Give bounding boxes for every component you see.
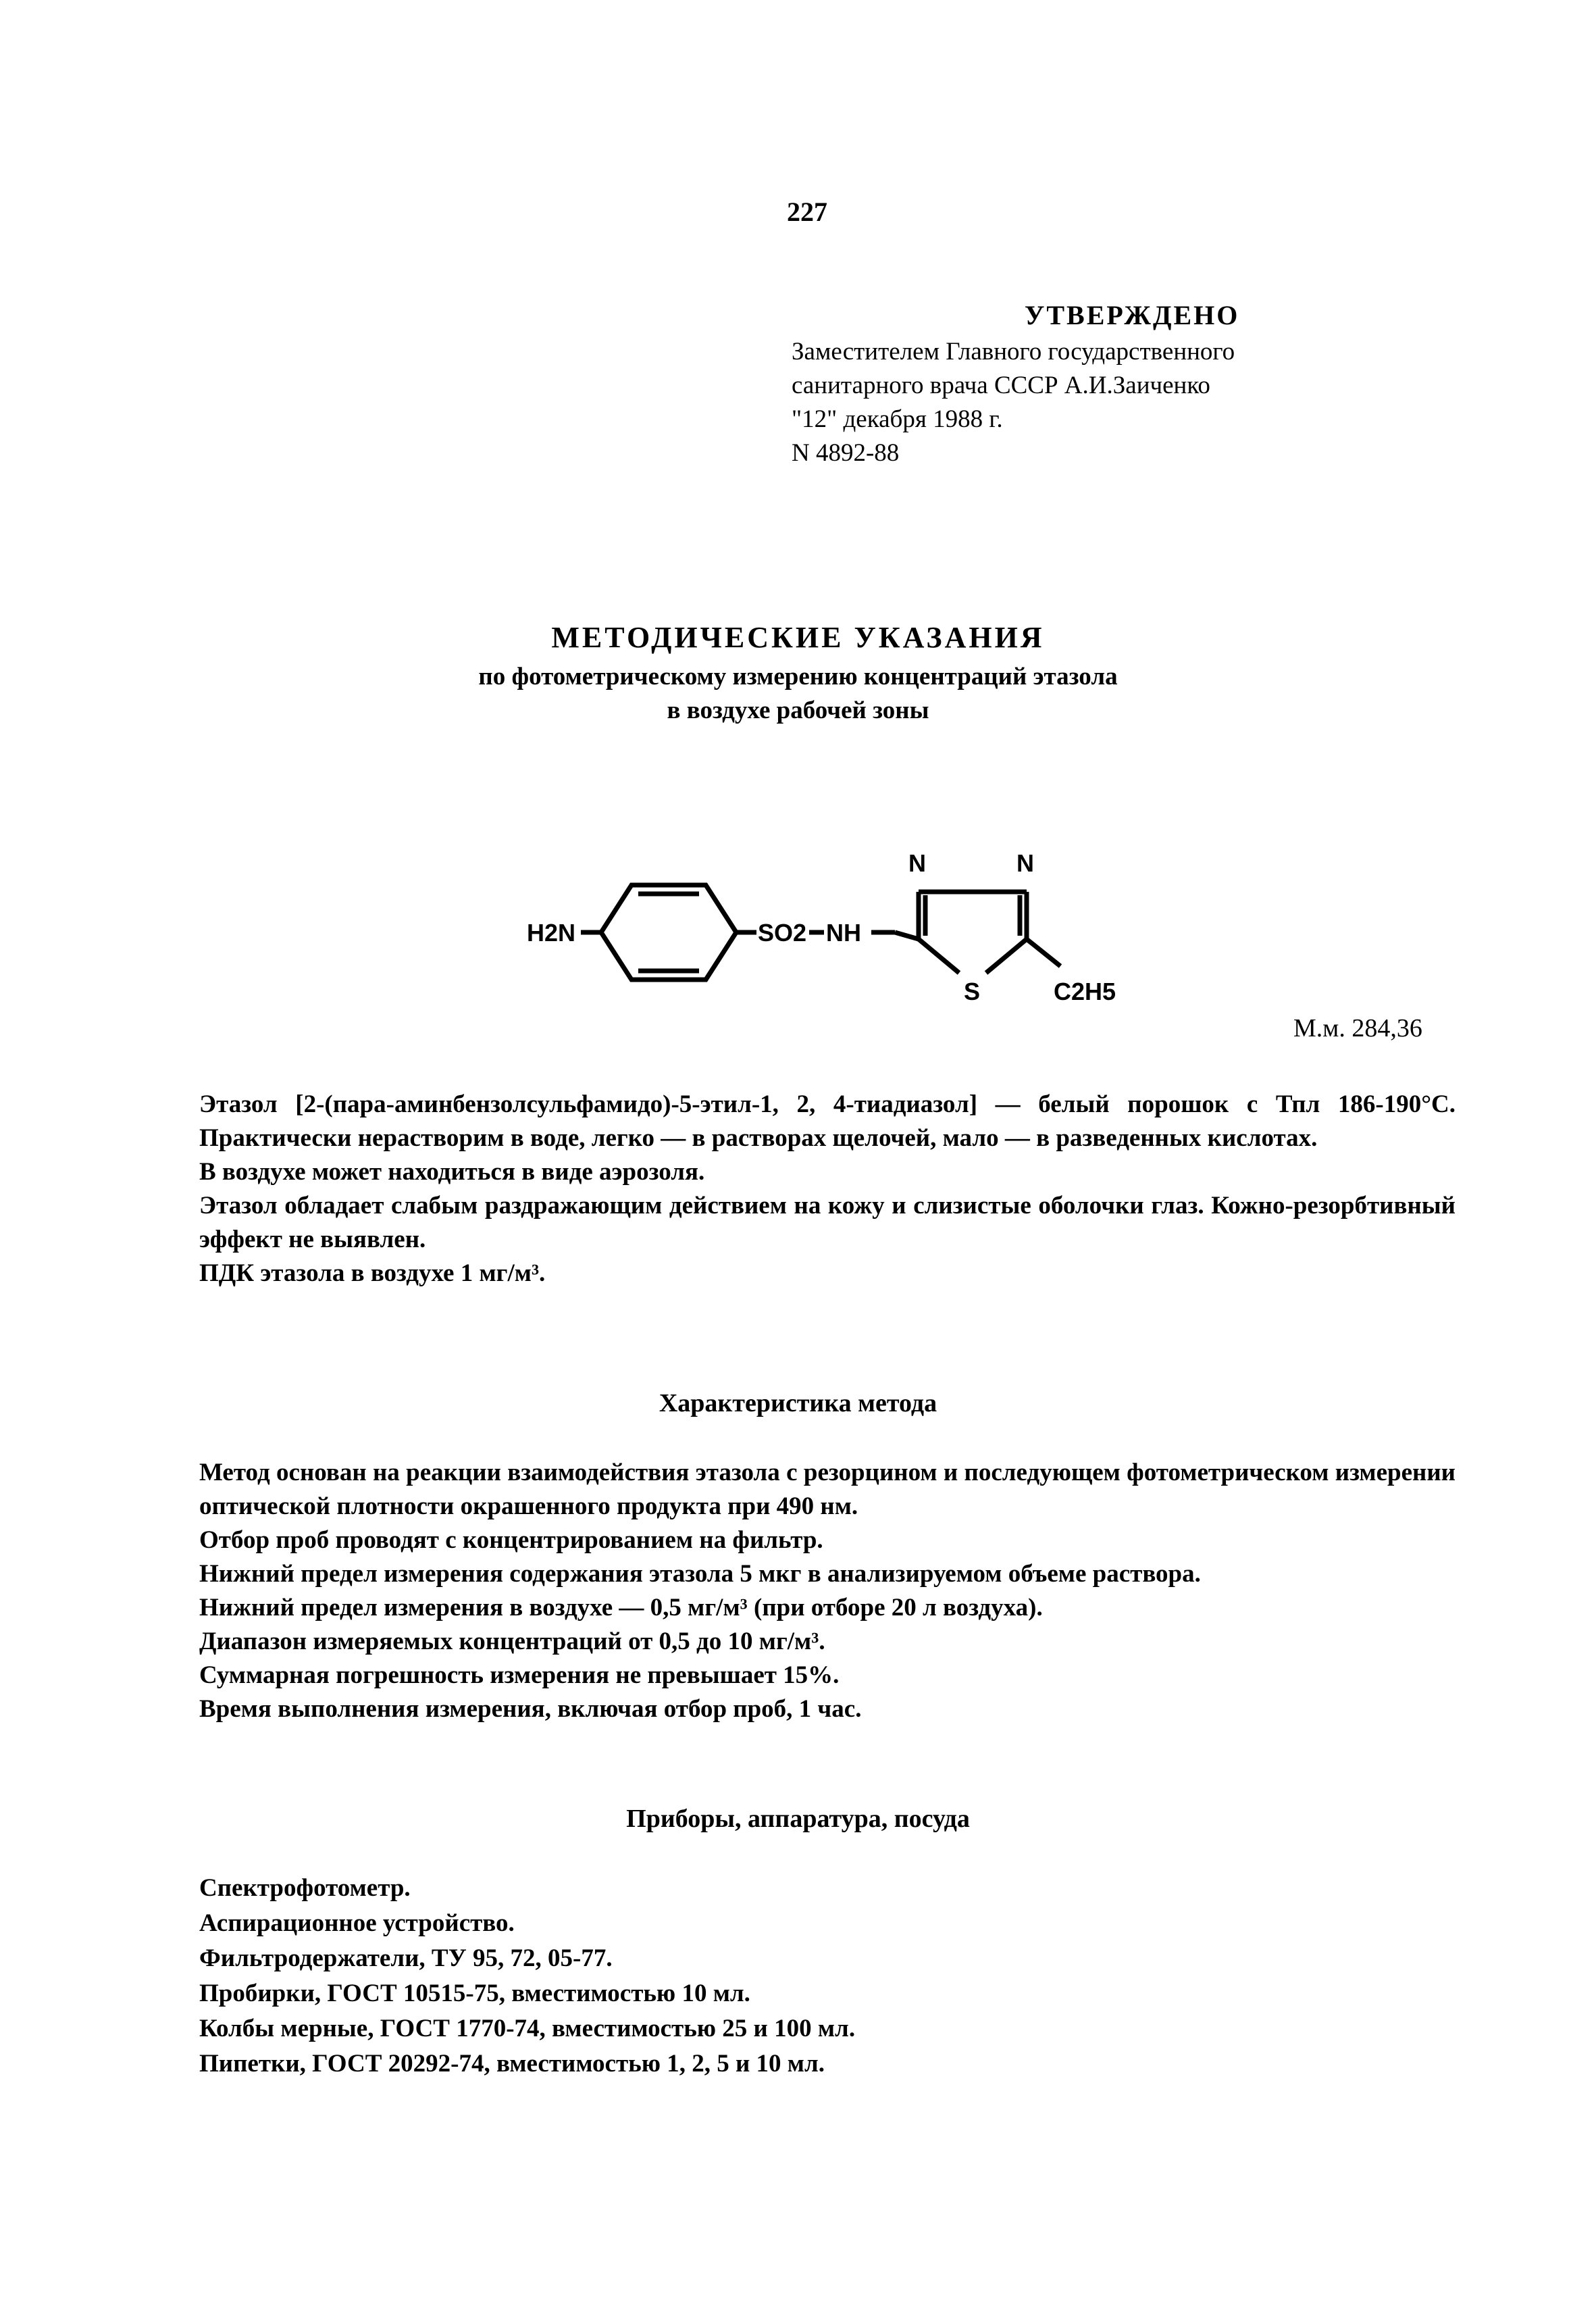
method-heading: Характеристика метода xyxy=(659,1389,937,1417)
approval-block xyxy=(792,299,1467,470)
method-paragraph: Нижний предел измерения содержания этазола 5 мкг в анализируемом объеме раствора. xyxy=(199,1560,1201,1588)
page-number: 227 xyxy=(787,197,827,227)
approval-line: санитарного врача СССР А.И.Заиченко xyxy=(792,372,1210,399)
method-paragraph: Диапазон измеряемых концентраций от 0,5 до 10 мг/м³. xyxy=(199,1628,825,1655)
approval-heading: УТВЕРЖДЕНО xyxy=(1025,300,1240,330)
intro-paragraph: В воздухе может находиться в виде аэрозоля. xyxy=(199,1158,705,1186)
molecular-mass: М.м. 284,36 xyxy=(1293,1014,1422,1042)
approval-line: "12" декабря 1988 г. xyxy=(792,405,1003,433)
equipment-item: Пробирки, ГОСТ 10515-75, вместимостью 10 мл. xyxy=(199,1980,750,2007)
benzene-ring xyxy=(601,885,736,980)
method-paragraph: Метод основан на реакции взаимодействия этазола с резорцином и последующем фотометрическом измерении оптической плотности окрашенного продукта при 490 нм. xyxy=(199,1459,1456,1520)
approval-line: Заместителем Главного государственного xyxy=(792,338,1235,366)
equipment-item: Пипетки, ГОСТ 20292-74, вместимостью 1, 2, 5 и 10 мл. xyxy=(199,2050,825,2078)
method-paragraph: Нижний предел измерения в воздухе — 0,5 мг/м³ (при отборе 20 л воздуха). xyxy=(199,1594,1043,1621)
nh-label: NH xyxy=(826,919,861,947)
equipment-heading: Приборы, аппаратура, посуда xyxy=(626,1805,970,1833)
method-paragraph: Отбор проб проводят с концентрированием на фильтр. xyxy=(199,1526,823,1554)
ethyl-label: C2H5 xyxy=(1054,978,1116,1005)
intro-section xyxy=(199,1088,1456,1290)
nitrogen-label: N xyxy=(1016,849,1034,877)
document-title: МЕТОДИЧЕСКИЕ УКАЗАНИЯ xyxy=(551,621,1045,654)
method-paragraph: Суммарная погрешность измерения не превышает 15%. xyxy=(199,1661,840,1689)
structural-formula xyxy=(486,834,1162,1010)
nitrogen-label: N xyxy=(908,849,926,877)
equipment-item: Спектрофотометр. xyxy=(199,1874,411,1902)
approval-line: N 4892-88 xyxy=(792,439,900,467)
document-subtitle: по фотометрическому измерению концентраций этазола xyxy=(478,663,1118,690)
amine-label: H2N xyxy=(527,919,576,947)
equipment-item: Колбы мерные, ГОСТ 1770-74, вместимостью 25 и 100 мл. xyxy=(199,2015,856,2042)
method-paragraph: Время выполнения измерения, включая отбор проб, 1 час. xyxy=(199,1695,862,1723)
method-section xyxy=(199,1456,1456,1726)
so2-label: SO2 xyxy=(758,919,807,947)
intro-paragraph: ПДК этазола в воздухе 1 мг/м³. xyxy=(199,1259,546,1287)
equipment-item: Аспирационное устройство. xyxy=(199,1909,515,1937)
intro-paragraph: Этазол обладает слабым раздражающим действием на кожу и слизистые оболочки глаз. Кожно-резорбтивный эффект не выявлен. xyxy=(199,1192,1456,1253)
sulfur-label: S xyxy=(964,978,981,1005)
document-title-block xyxy=(0,620,1596,728)
intro-paragraph: Этазол [2-(пара-аминбензолсульфамидо)-5-этил-1, 2, 4-тиадиазол] — белый порошок с Тпл 186-190°С. Практически нерастворим в воде, легко — в растворах щелочей, мало — в разведенных кислотах. xyxy=(199,1090,1456,1152)
document-subtitle: в воздухе рабочей зоны xyxy=(667,697,929,724)
equipment-section xyxy=(199,1871,1456,2082)
equipment-item: Фильтродержатели, ТУ 95, 72, 05-77. xyxy=(199,1944,613,1972)
